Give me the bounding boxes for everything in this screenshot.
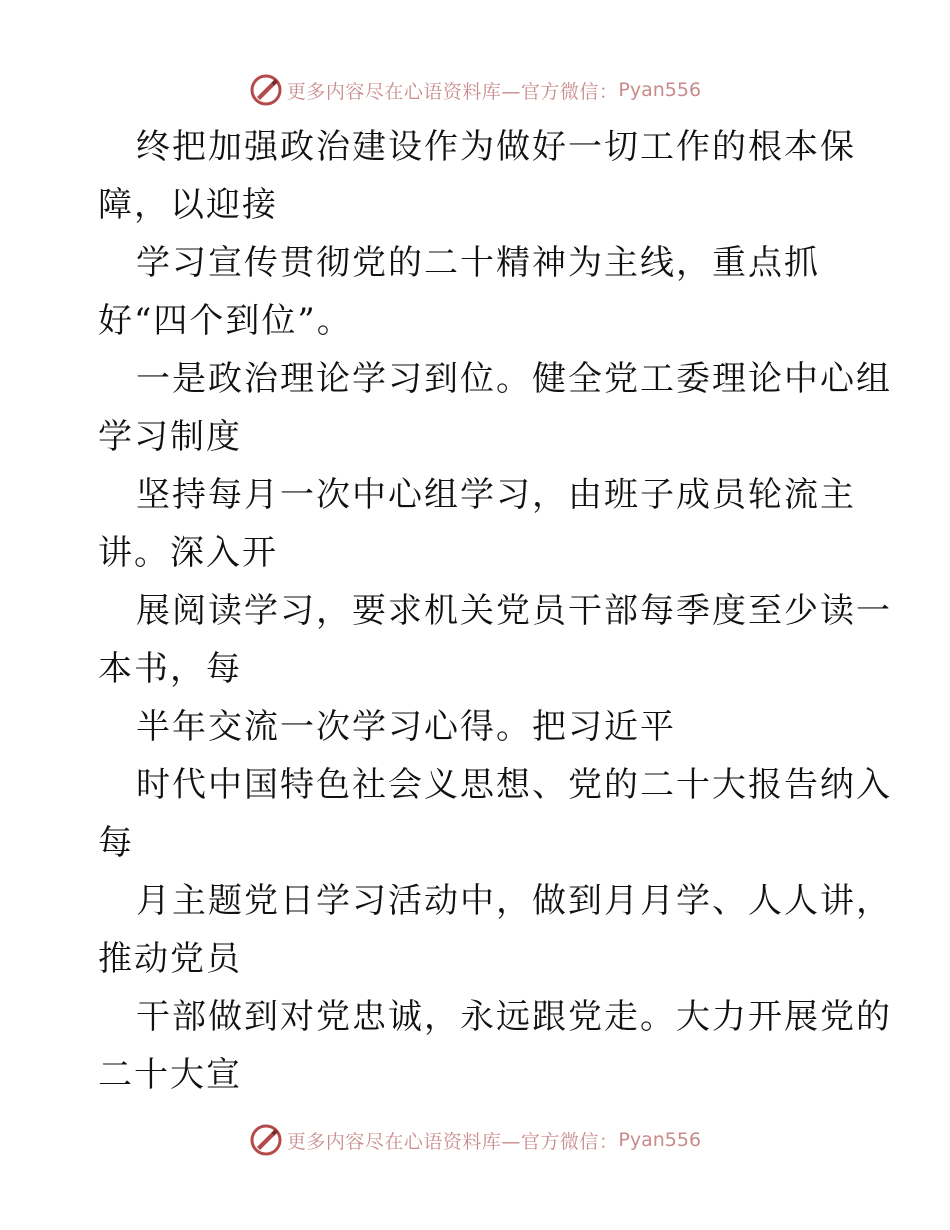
header-banner-text: 更多内容尽在心语资料库—官方微信： bbox=[286, 80, 619, 103]
body-text-line: 学习宣传贯彻党的二十精神为主线，重点抓 bbox=[136, 243, 820, 283]
footer-banner-contact: Pyan556 bbox=[618, 1129, 702, 1151]
header-banner-contact: Pyan556 bbox=[618, 79, 702, 101]
body-text-line: 好“四个到位”。 bbox=[98, 301, 353, 341]
pen-circle-logo-icon bbox=[249, 1123, 283, 1157]
header-banner bbox=[0, 70, 950, 110]
body-text-line: 干部做到对党忠诚，永远跟党走。大力开展党的 bbox=[136, 997, 892, 1037]
body-text-line: 学习制度 bbox=[98, 417, 242, 457]
body-text-line: 坚持每月一次中心组学习，由班子成员轮流主 bbox=[136, 475, 856, 515]
footer-banner-text: 更多内容尽在心语资料库—官方微信： bbox=[286, 1130, 619, 1153]
body-text-line: 展阅读学习，要求机关党员干部每季度至少读一 bbox=[136, 591, 892, 631]
body-text-line: 本书，每 bbox=[98, 649, 242, 689]
footer-banner bbox=[0, 1120, 950, 1160]
document-body bbox=[98, 118, 892, 1104]
body-text-line: 讲。深入开 bbox=[98, 533, 278, 573]
pen-circle-logo-icon bbox=[249, 73, 283, 107]
body-text-line: 月主题党日学习活动中，做到月月学、人人讲， bbox=[136, 881, 892, 921]
body-text-line: 半年交流一次学习心得。把习近平 bbox=[136, 707, 676, 747]
body-text-line: 推动党员 bbox=[98, 939, 242, 979]
body-text-line: 二十大宣 bbox=[98, 1055, 242, 1095]
body-text-line: 一是政治理论学习到位。健全党工委理论中心组 bbox=[136, 359, 892, 399]
body-text-line: 终把加强政治建设作为做好一切工作的根本保 bbox=[136, 127, 856, 167]
body-text-line: 时代中国特色社会义思想、党的二十大报告纳入 bbox=[136, 765, 892, 805]
body-text-line: 障，以迎接 bbox=[98, 185, 278, 225]
body-text-line: 每 bbox=[98, 823, 134, 863]
